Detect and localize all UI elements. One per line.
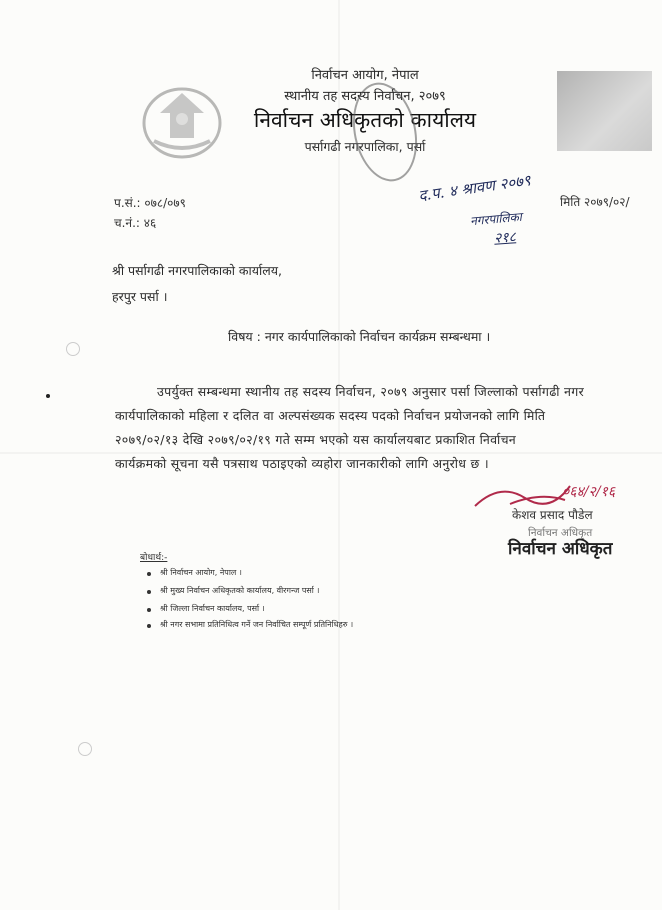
signatory-title: निर्वाचन अधिकृत — [528, 527, 593, 539]
subject-line: विषय : नगर कार्यपालिकाको निर्वाचन कार्यक्रम सम्बन्धमा । — [228, 329, 491, 344]
cc-item-2: श्री मुख्य निर्वाचन अधिकृतको कार्यालय, वीरगन्ज पर्सा । — [160, 586, 320, 595]
handwritten-note-line1: द.प. ४ श्रावण २०७९ — [417, 171, 532, 205]
cc-item-3: श्री जिल्ला निर्वाचन कार्यालय, पर्सा । — [160, 604, 265, 613]
recipient-line2: हरपुर पर्सा । — [112, 289, 168, 304]
recipient-line1: श्री पर्सागढी नगरपालिकाको कार्यालय, — [112, 263, 282, 278]
handwritten-note-line2: नगरपालिका — [469, 209, 523, 229]
reference-number: प.सं.: ०७८/०७९ — [114, 196, 186, 210]
cc-item-1: श्री निर्वाचन आयोग, नेपाल । — [160, 568, 242, 577]
margin-mark — [46, 394, 50, 398]
cc-item-4: श्री नगर सभामा प्रतिनिधित्व गर्ने जन निर्वाचित सम्पूर्ण प्रतिनिधिहरु । — [160, 620, 354, 629]
punch-hole — [78, 742, 92, 756]
body-line-1: उपर्युक्त सम्बन्धमा स्थानीय तह सदस्य निर्वाचन, २०७९ अनुसार पर्सा जिल्लाको पर्सागढी नगर — [157, 384, 585, 399]
bullet-icon — [147, 590, 151, 594]
header-line4: पर्सागढी नगरपालिका, पर्सा — [304, 139, 426, 154]
signatory-name: केशव प्रसाद पौडेल — [512, 508, 593, 522]
letter-date: मिति २०७९/०२/ — [560, 195, 630, 209]
header-line2: स्थानीय तह सदस्य निर्वाचन, २०७९ — [284, 89, 446, 104]
bullet-icon — [147, 572, 151, 576]
header-line1: निर्वाचन आयोग, नेपाल — [311, 68, 419, 83]
signatory-stamp-title: निर्वाचन अधिकृत — [508, 539, 613, 559]
cc-heading: बोधार्थ:- — [140, 553, 168, 563]
office-title: निर्वाचन अधिकृतको कार्यालय — [253, 108, 477, 132]
body-line-4: कार्यक्रमको सूचना यसै पत्रसाथ पठाइएको व्यहोरा जानकारीको लागि अनुरोध छ । — [115, 456, 489, 471]
corner-image — [557, 71, 652, 151]
bullet-icon — [147, 608, 151, 612]
bullet-icon — [147, 624, 151, 628]
punch-hole — [66, 342, 80, 356]
body-line-3: २०७९/०२/१३ देखि २०७९/०२/१९ गते सम्म भएको यस कार्यालयबाट प्रकाशित निर्वाचन — [115, 432, 517, 447]
handwritten-note-line3: २१८ — [493, 229, 517, 247]
dispatch-number: च.नं.: ४६ — [114, 216, 157, 230]
body-line-2: कार्यपालिकाको महिला र दलित वा अल्पसंख्यक सदस्य पदको निर्वाचन प्रयोजनको लागि मिति — [115, 408, 546, 423]
fold-line — [0, 452, 662, 454]
signature-date: ०६४/२/१६ — [562, 484, 616, 500]
